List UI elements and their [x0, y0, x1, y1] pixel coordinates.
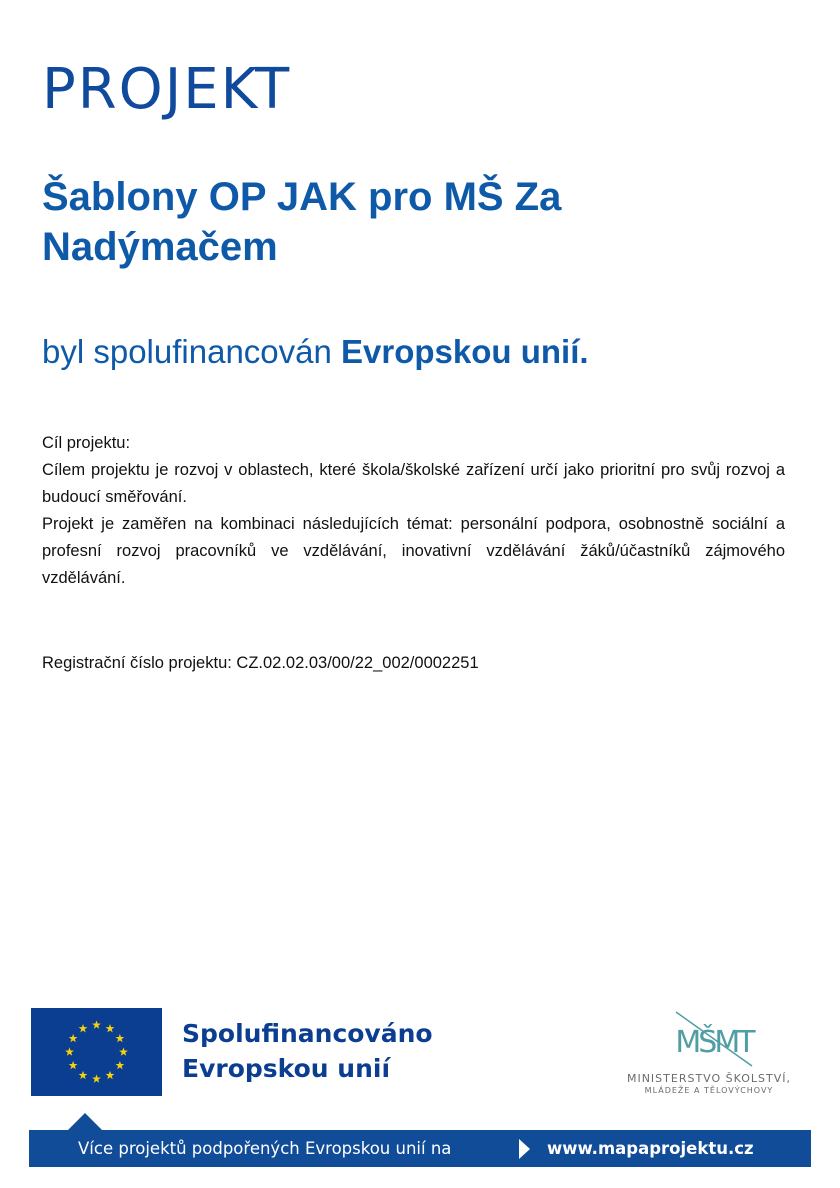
- funding-statement-plain: byl spolufinancován: [42, 333, 342, 370]
- eu-flag-icon: [31, 1008, 162, 1096]
- msmt-logo-icon: [668, 1008, 760, 1070]
- footer-banner: [29, 1130, 811, 1167]
- goal-label: Cíl projektu:: [42, 434, 131, 452]
- project-title: Šablony OP JAK pro MŠ Za Nadýmačem: [42, 175, 562, 269]
- goal-text: Cílem projektu je rozvoj v oblastech, které škola/školské zařízení určí jako prioritní pro svůj rozvoj a budoucí směřování.: [42, 461, 785, 506]
- funding-statement: [42, 332, 589, 372]
- eu-label-line1: Spolufinancováno: [182, 1019, 433, 1048]
- registration-number: Registrační číslo projektu: CZ.02.02.03/00/22_002/0002251: [42, 654, 479, 672]
- eu-label-line2: Evropskou unií: [182, 1054, 391, 1083]
- msmt-name-line1: MINISTERSTVO ŠKOLSTVÍ,: [626, 1072, 792, 1085]
- banner-text: Více projektů podpořených Evropskou unií na: [78, 1139, 452, 1158]
- funding-statement-bold: Evropskou unií.: [341, 333, 589, 370]
- eu-cofunded-label: [182, 1016, 433, 1086]
- msmt-name-line2: MLÁDEŽE A TĚLOVÝCHOVY: [644, 1086, 774, 1095]
- msmt-mark: MŠMT: [675, 1025, 753, 1060]
- banner-notch: [68, 1113, 102, 1130]
- project-description: [42, 430, 785, 592]
- play-arrow-icon: [519, 1139, 530, 1159]
- banner-url-link[interactable]: www.mapaprojektu.cz: [547, 1139, 754, 1158]
- page-heading: PROJEKT: [42, 57, 292, 122]
- focus-text: Projekt je zaměřen na kombinaci následujících témat: personální podpora, osobnostně sociální a profesní rozvoj pracovníků ve vzdělávání, inovativní vzdělávání žáků/účastníků zájmového vzdělávání.: [42, 515, 785, 587]
